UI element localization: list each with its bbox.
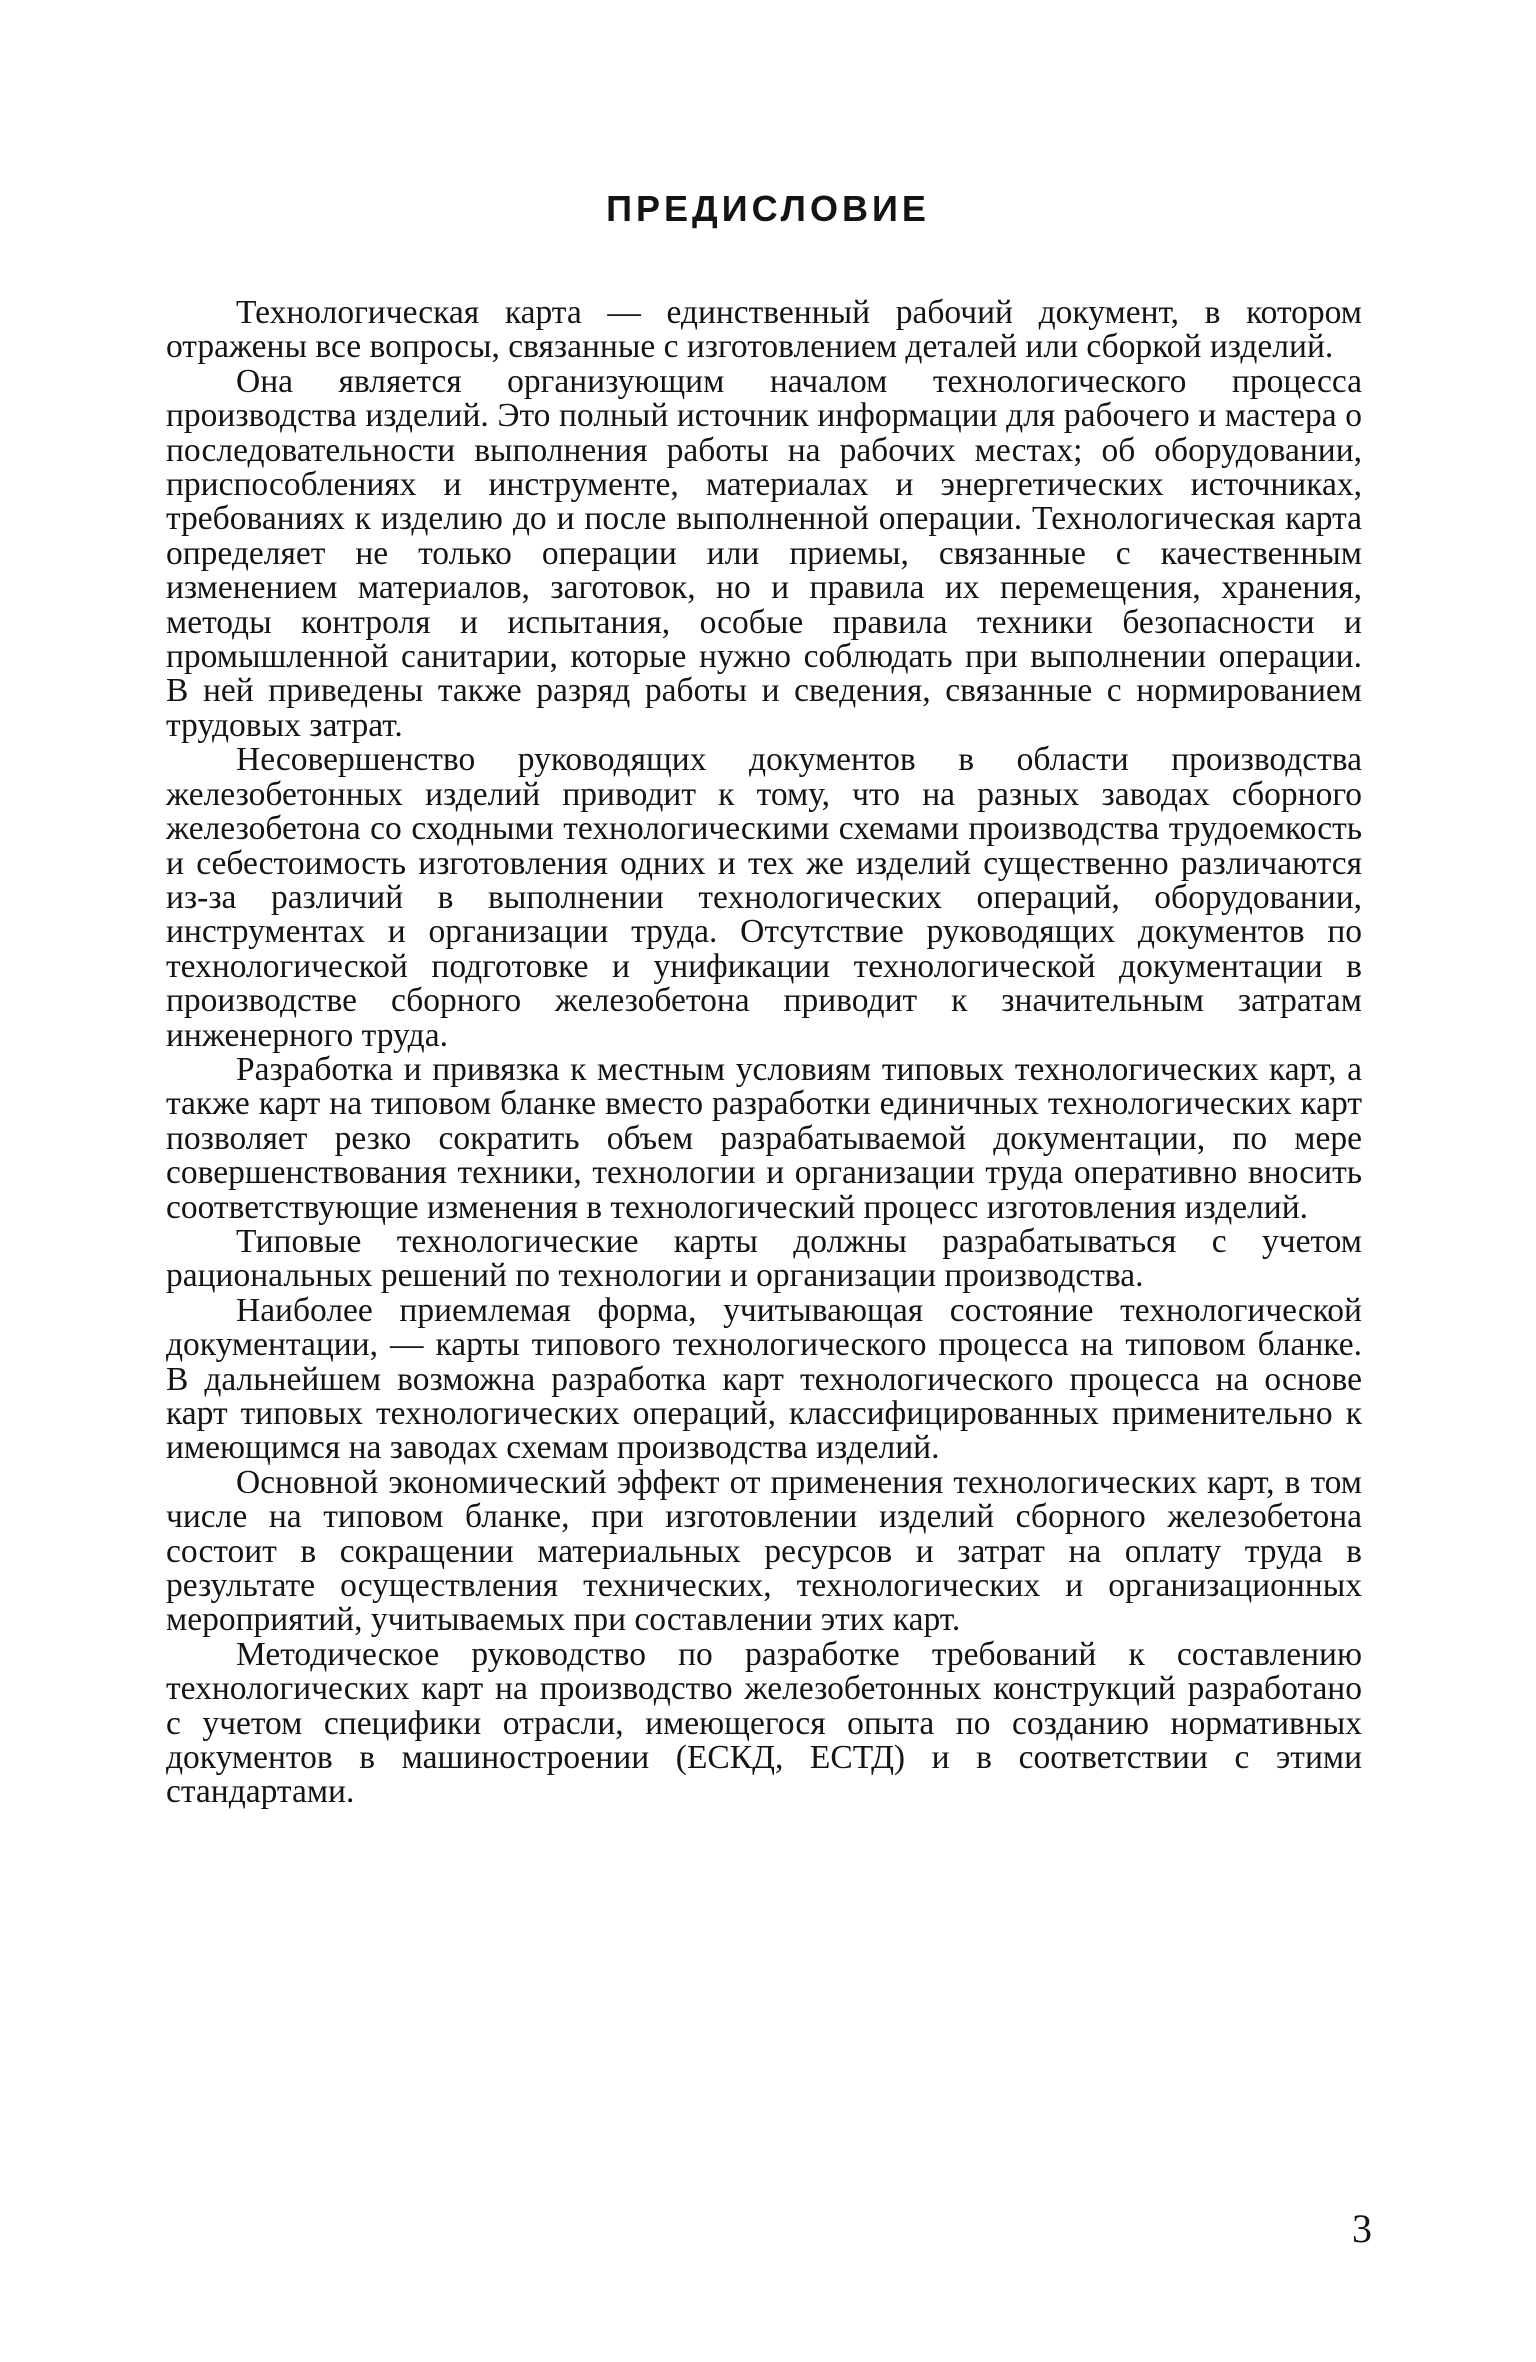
paragraph: Методическое руководство по разработке требований к составлению технологических карт на производство железобетонных конструкций разработано с учетом специфики отрасли, имеющегося опыта по созданию нормативных документов в машиностроении (ЕСКД, ЕСТД) и в соответствии с этими стандартами. (166, 1635, 1362, 1811)
paragraph: Наиболее приемлемая форма, учитывающая состояние технологической документации, — карты типового технологического процесса на типовом бланке. В дальнейшем возможна разработка карт технологического процесса на основе карт типовых технологических операций, классифицированных применительно к имеющимся на заводах схемам производства изделий. (166, 1291, 1362, 1467)
text-body (166, 296, 1362, 1810)
paragraph: Она является организующим началом технологического процесса производства изделий. Это полный источник информации для рабочего и мастера о последовательности выполнения работы на рабочих местах; об оборудовании, приспособлениях и инструменте, материалах и энергетических источниках, требованиях к изделию до и после выполненной операции. Технологическая карта определяет не только операции или приемы, связанные с качественным изменением материалов, заготовок, но и правила их перемещения, хранения, методы контроля и испытания, особые правила техники безопасности и промышленной санитарии, которые нужно соблюдать при выполнении операции. В ней приведены также разряд работы и сведения, связанные с нормированием трудовых затрат. (166, 362, 1362, 744)
paragraph: Технологическая карта — единственный рабочий документ, в котором отражены все вопросы, связанные с изготовлением деталей или сборкой изделий. (166, 294, 1362, 366)
page-title: ПРЕДИСЛОВИЕ (606, 188, 930, 229)
paragraph: Разработка и привязка к местным условиям типовых технологических карт, а также карт на типовом бланке вместо разработки единичных технологических карт позволяет резко сократить объем разрабатываемой документации, по мере совершенствования техники, технологии и организации труда оперативно вносить соответствующие изменения в технологический процесс изготовления изделий. (166, 1050, 1362, 1226)
page-number: 3 (1352, 2206, 1372, 2251)
paragraph: Несовершенство руководящих документов в области производства железобетонных изделий приводит к тому, что на разных заводах сборного железобетона со сходными технологическими схемами производства трудоемкость и себестоимость изготовления одних и тех же изделий существенно различаются из-за различий в выполнении технологических операций, оборудовании, инструментах и организации труда. Отсутствие руководящих документов по технологической подготовке и унификации технологической документации в производстве сборного железобетона приводит к значительным затратам инженерного труда. (166, 741, 1362, 1054)
paragraph: Основной экономический эффект от применения технологических карт, в том числе на типовом бланке, при изготовлении изделий сборного железобетона состоит в сокращении материальных ресурсов и затрат на оплату труда в результате осуществления технических, технологических и организационных мероприятий, учитываемых при составлении этих карт. (166, 1463, 1362, 1639)
paragraph: Типовые технологические карты должны разрабатываться с учетом рациональных решений по технологии и организации производства. (166, 1222, 1362, 1295)
